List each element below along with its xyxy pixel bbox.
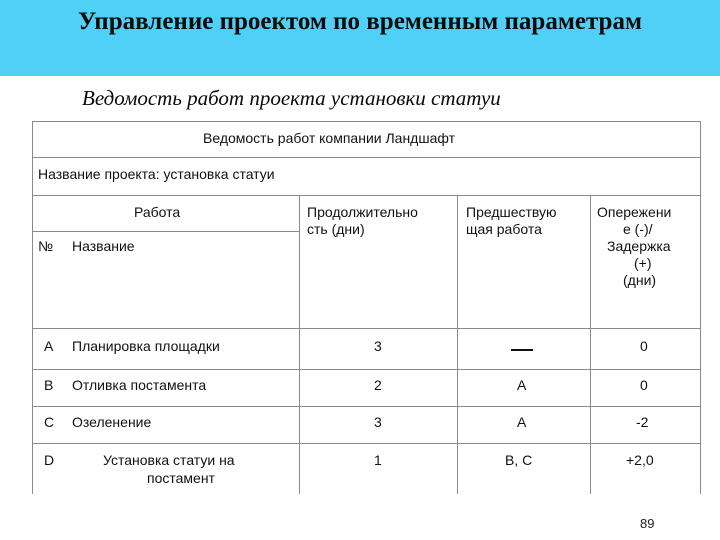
table-border: [32, 121, 701, 122]
cell-row-name: Отливка постамента: [72, 377, 207, 393]
header-duration: сть (дни): [307, 221, 365, 237]
table-border: [32, 406, 701, 407]
header-lead-lag: Опережени: [597, 204, 672, 220]
table-border: [32, 157, 701, 158]
cell-row-lead-lag: -2: [636, 414, 649, 430]
table-border: [590, 195, 591, 494]
project-name: Название проекта: установка статуи: [38, 166, 275, 182]
header-predecessor: Предшествую: [466, 204, 557, 220]
slide-subtitle: Ведомость работ проекта установки статуи: [82, 86, 501, 110]
cell-row-duration: 1: [374, 452, 382, 468]
cell-row-duration: 2: [374, 377, 382, 393]
header-lead-lag: Задержка: [607, 238, 671, 254]
table-border: [700, 121, 701, 494]
company-title: Ведомость работ компании Ландшафт: [203, 130, 455, 146]
cell-row-id: C: [44, 414, 55, 430]
cell-row-name: постамент: [147, 470, 215, 486]
header-duration: Продолжительно: [307, 204, 418, 220]
header-lead-lag: (дни): [623, 272, 657, 288]
table-border: [299, 195, 300, 494]
cell-row-predecessor-dash: [511, 349, 533, 351]
header-name: Название: [72, 238, 135, 254]
slide-title: Управление проектом по временным параметрам: [78, 8, 642, 35]
header-number: №: [38, 238, 54, 254]
table-border: [32, 328, 701, 329]
cell-row-predecessor: A: [517, 377, 527, 393]
cell-row-name: Планировка площадки: [72, 338, 220, 354]
table-border: [32, 443, 701, 444]
cell-row-id: B: [44, 377, 54, 393]
table-border: [32, 121, 33, 494]
header-lead-lag: е (-)/: [623, 221, 653, 237]
header-work: Работа: [134, 204, 181, 220]
cell-row-lead-lag: 0: [640, 338, 648, 354]
table-border: [457, 195, 458, 494]
cell-row-lead-lag: 0: [640, 377, 648, 393]
cell-row-lead-lag: +2,0: [626, 452, 654, 468]
table-border: [32, 195, 701, 196]
cell-row-predecessor: A: [517, 414, 527, 430]
cell-row-duration: 3: [374, 414, 382, 430]
cell-row-duration: 3: [374, 338, 382, 354]
page-number: 89: [640, 516, 655, 531]
cell-row-name: Озеленение: [72, 414, 152, 430]
table-border: [32, 369, 701, 370]
table-border: [32, 231, 299, 232]
header-predecessor: щая работа: [466, 221, 542, 237]
cell-row-id: A: [44, 338, 54, 354]
header-lead-lag: (+): [634, 255, 652, 271]
cell-row-name: Установка статуи на: [103, 452, 235, 468]
cell-row-id: D: [44, 452, 55, 468]
cell-row-predecessor: B, C: [505, 452, 533, 468]
